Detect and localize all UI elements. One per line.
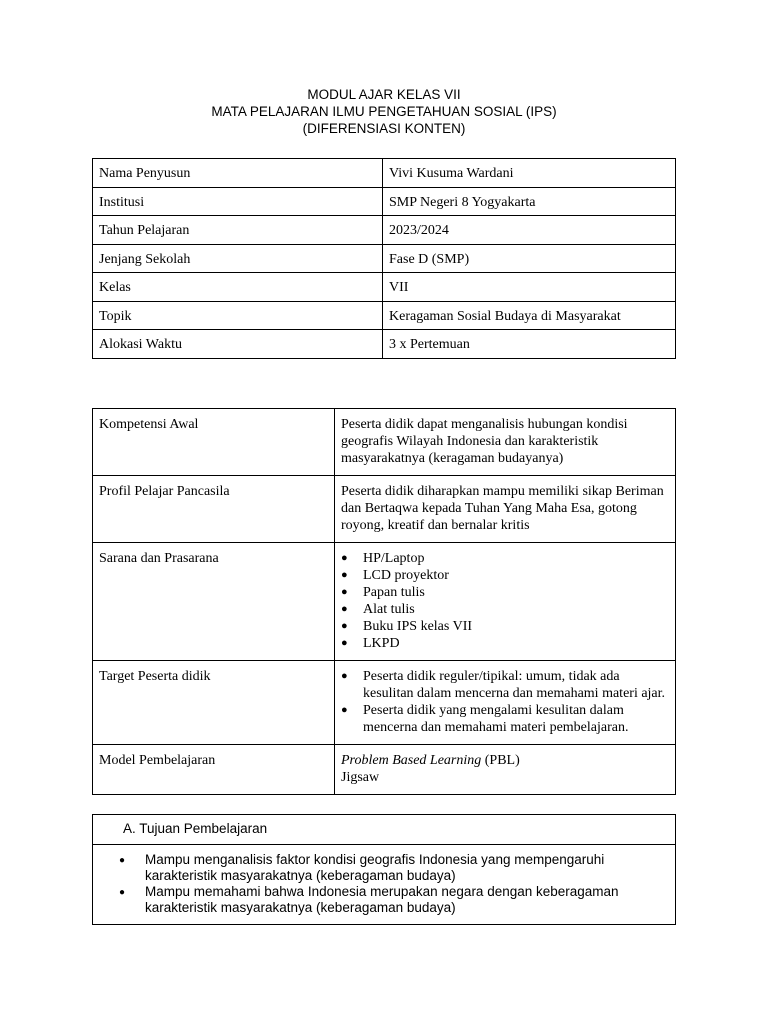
table-row — [93, 216, 676, 245]
profil-label: Profil Pelajar Pancasila — [93, 476, 335, 543]
table-row — [93, 244, 676, 273]
list-item: ● LCD proyektor — [341, 567, 669, 584]
identity-value: 3 x Pertemuan — [383, 330, 676, 359]
identity-value: SMP Negeri 8 Yogyakarta — [383, 187, 676, 216]
general-info-table — [92, 408, 676, 795]
tujuan-body — [93, 845, 676, 925]
table-row — [93, 476, 676, 543]
sarana-value — [335, 543, 676, 661]
identity-label: Jenjang Sekolah — [93, 244, 383, 273]
identity-value: Keragaman Sosial Budaya di Masyarakat — [383, 301, 676, 330]
document-title — [0, 86, 768, 137]
identity-table — [92, 158, 676, 359]
table-row — [93, 815, 676, 845]
model-line-1 — [341, 752, 669, 769]
model-value — [335, 745, 676, 795]
table-row — [93, 330, 676, 359]
identity-label: Institusi — [93, 187, 383, 216]
list-item: ● Papan tulis — [341, 584, 669, 601]
identity-label: Nama Penyusun — [93, 159, 383, 188]
model-line-2: Jigsaw — [341, 770, 380, 785]
model-italic: Problem Based Learning — [341, 753, 482, 768]
kompetensi-value: Peserta didik dapat menganalisis hubungan kondisi geografis Wilayah Indonesia dan karakteristik masyarakatnya (keragaman budayanya) — [335, 409, 676, 476]
identity-label: Kelas — [93, 273, 383, 302]
model-suffix: (PBL) — [481, 753, 520, 768]
list-item: ● LKPD — [341, 635, 669, 652]
list-item: ● HP/Laptop — [341, 550, 669, 567]
identity-value: Fase D (SMP) — [383, 244, 676, 273]
title-line-3: (DIFERENSIASI KONTEN) — [302, 121, 466, 136]
identity-value: VII — [383, 273, 676, 302]
identity-value: Vivi Kusuma Wardani — [383, 159, 676, 188]
title-line-2: MATA PELAJARAN ILMU PENGETAHUAN SOSIAL (IPS) — [211, 104, 557, 119]
target-list — [341, 668, 669, 736]
tujuan-table — [92, 814, 676, 925]
list-item: ● Peserta didik reguler/tipikal: umum, tidak ada kesulitan dalam mencerna dan memahami materi ajar. — [341, 668, 669, 702]
target-label: Target Peserta didik — [93, 661, 335, 745]
list-item: ● Peserta didik yang mengalami kesulitan dalam mencerna dan memahami materi pembelajaran. — [341, 702, 669, 736]
list-item: ● Mampu menganalisis faktor kondisi geografis Indonesia yang mempengaruhi karakteristik masyarakatnya (keberagaman budaya) — [119, 852, 665, 884]
table-row — [93, 745, 676, 795]
identity-label: Topik — [93, 301, 383, 330]
kompetensi-label: Kompetensi Awal — [93, 409, 335, 476]
target-value — [335, 661, 676, 745]
sarana-list — [341, 550, 669, 652]
identity-value: 2023/2024 — [383, 216, 676, 245]
sarana-label: Sarana dan Prasarana — [93, 543, 335, 661]
list-item: ● Buku IPS kelas VII — [341, 618, 669, 635]
tujuan-list — [119, 852, 665, 916]
table-row — [93, 845, 676, 925]
table-row — [93, 409, 676, 476]
list-item: ● Mampu memahami bahwa Indonesia merupakan negara dengan keberagaman karakteristik masyarakatnya (keberagaman budaya) — [119, 884, 665, 916]
list-item: ● Alat tulis — [341, 601, 669, 618]
table-row — [93, 661, 676, 745]
table-row — [93, 273, 676, 302]
profil-value: Peserta didik diharapkan mampu memiliki sikap Beriman dan Bertaqwa kepada Tuhan Yang Maha Esa, gotong royong, kreatif dan bernalar kritis — [335, 476, 676, 543]
tujuan-heading: A. Tujuan Pembelajaran — [93, 815, 676, 845]
model-label: Model Pembelajaran — [93, 745, 335, 795]
table-row — [93, 187, 676, 216]
title-line-1: MODUL AJAR KELAS VII — [307, 87, 461, 102]
table-row — [93, 159, 676, 188]
table-row — [93, 301, 676, 330]
identity-label: Alokasi Waktu — [93, 330, 383, 359]
table-row — [93, 543, 676, 661]
identity-label: Tahun Pelajaran — [93, 216, 383, 245]
